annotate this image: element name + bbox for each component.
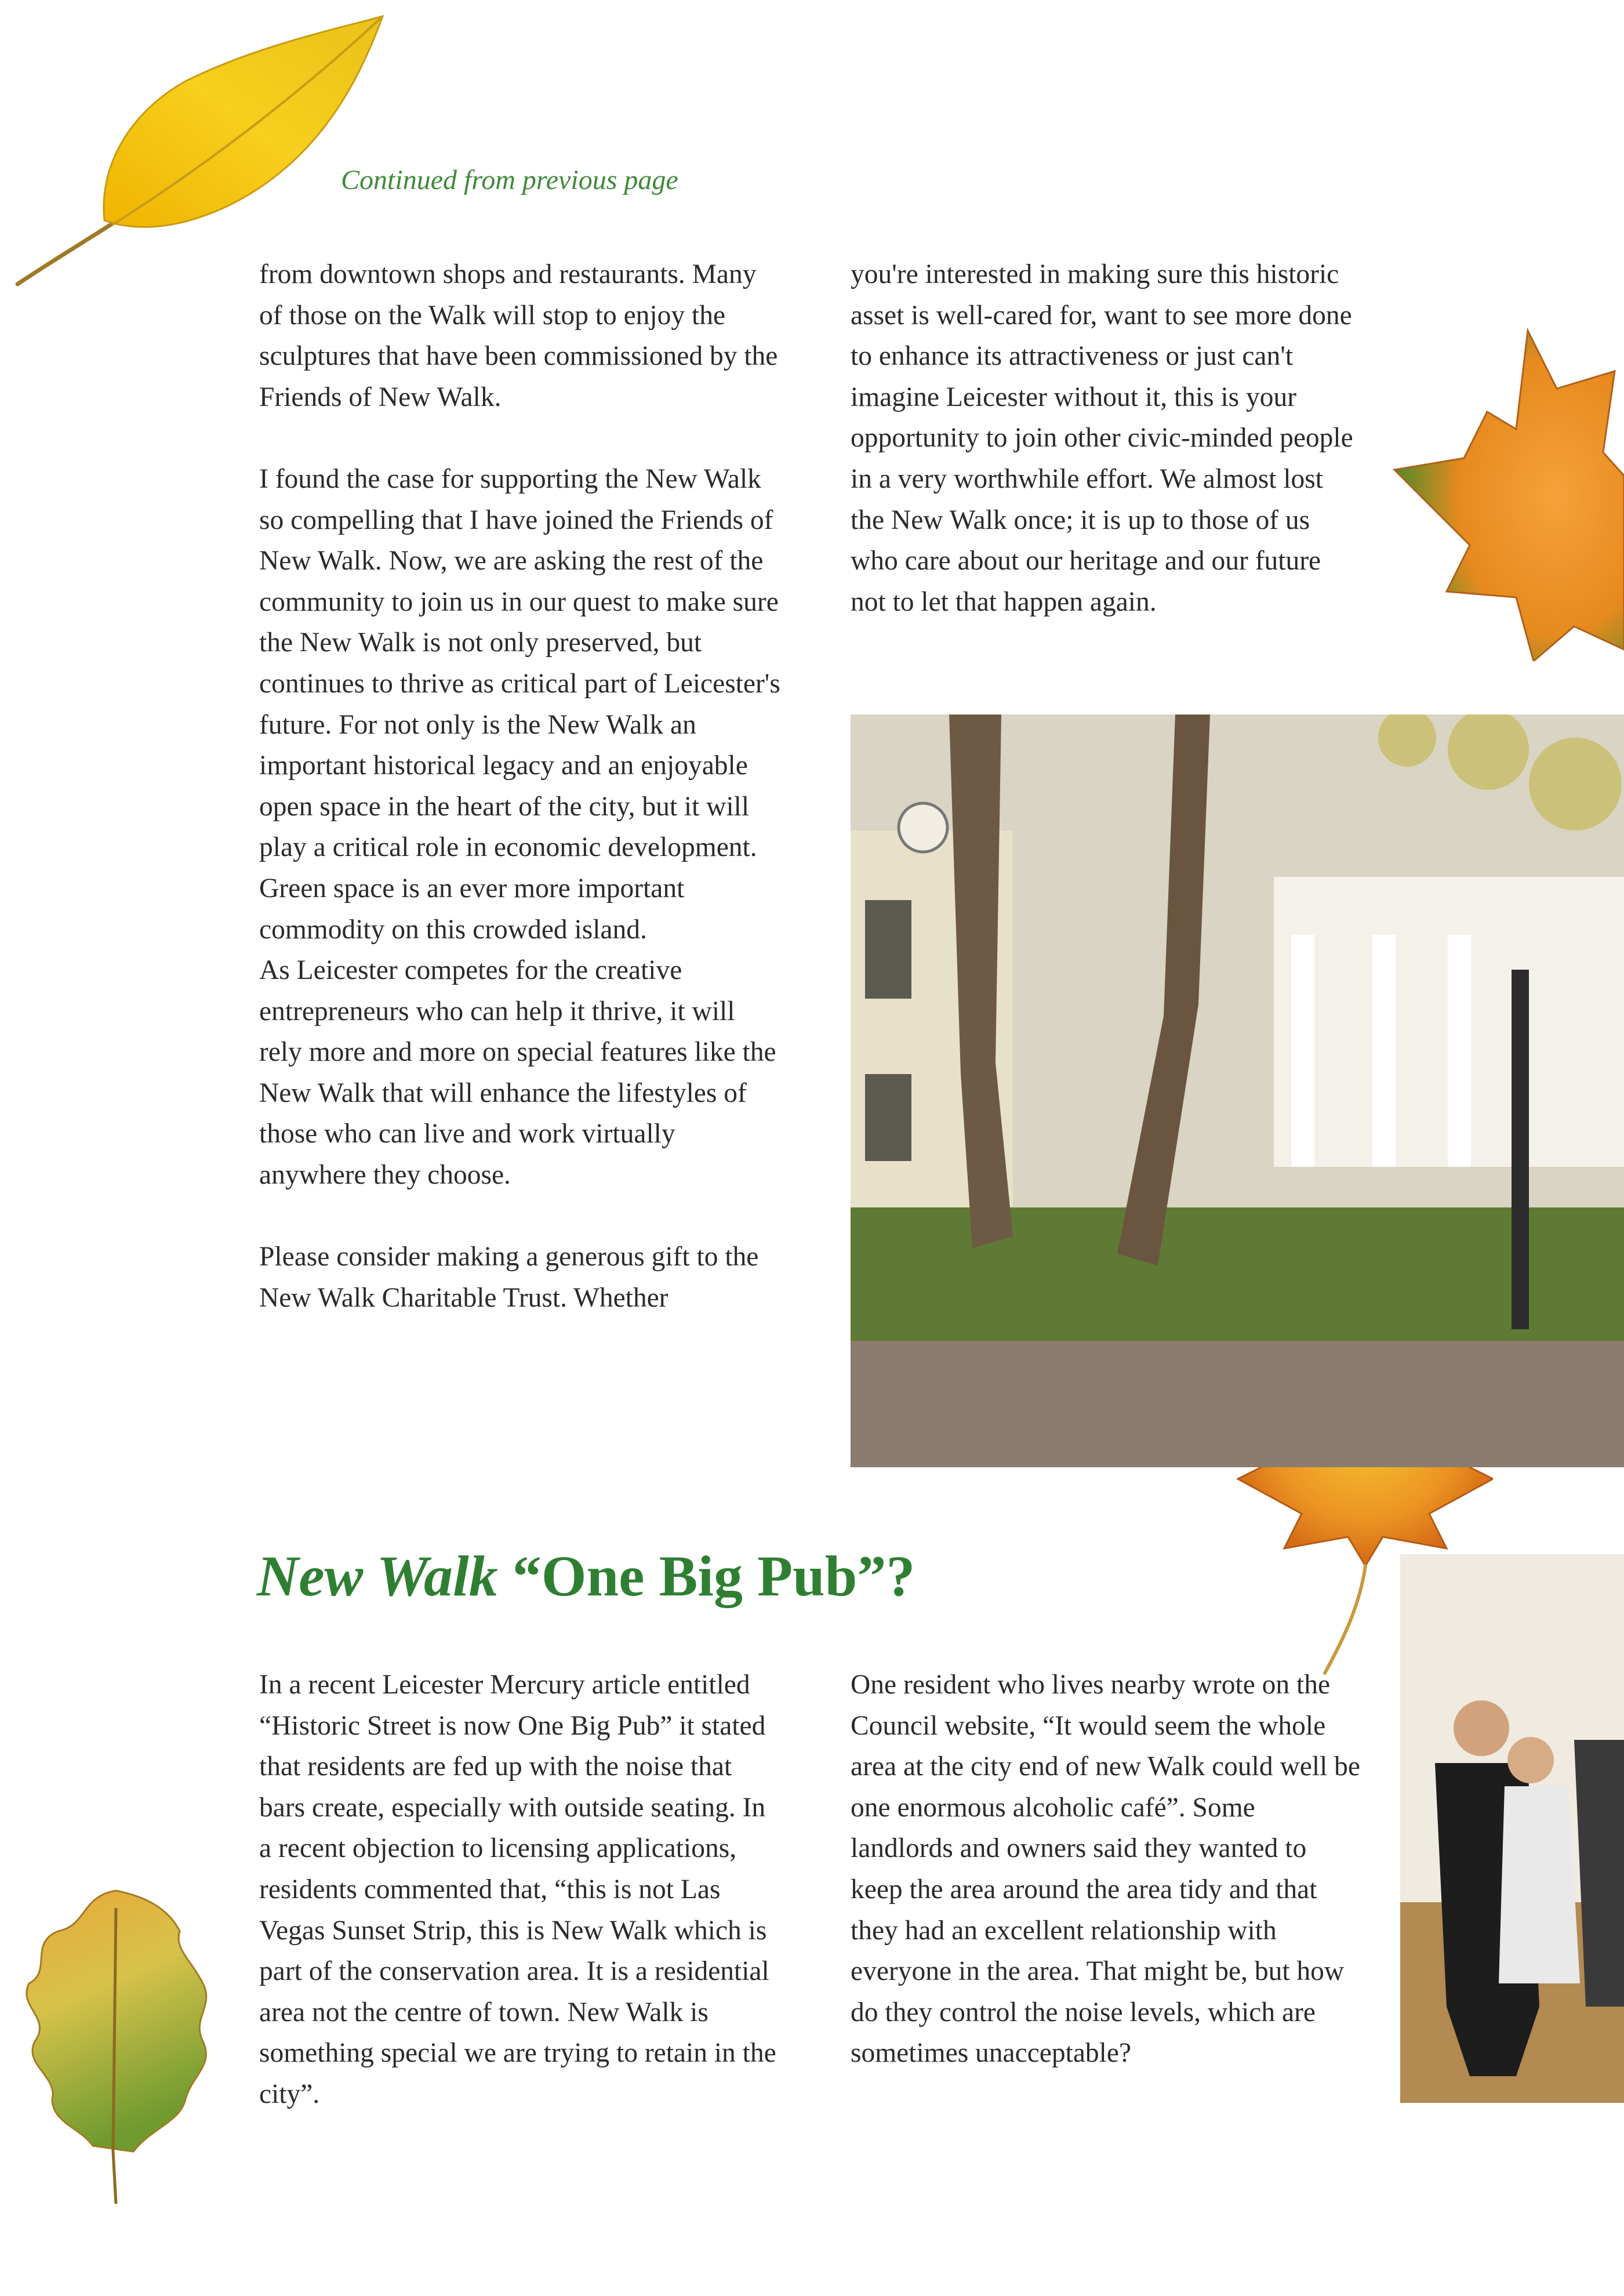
article-column-2	[851, 254, 1361, 622]
article2-column-1	[259, 1664, 781, 2115]
paragraph: from downtown shops and restaurants. Many of those on the Walk will stop to enjoy the sculptures that have been commissioned by the Friends of New Walk.	[259, 259, 778, 412]
article-headline	[257, 1543, 915, 1609]
article2-column-2	[851, 1664, 1361, 2074]
headline-italic-part: New Walk	[257, 1544, 498, 1608]
paragraph: One resident who lives nearby wrote on the Council website, “It would seem the whole area at the city end of new Walk could well be one enormous alcoholic café”. Some landlords and owners said they wanted to keep the area around the area tidy and that they had an excellent relationship with everyone in the area. That might be, but how do they control the noise levels, which are sometimes unacceptable?	[851, 1670, 1360, 2069]
paragraph: Please consider making a generous gift to the New Walk Charitable Trust. Whether	[259, 1242, 759, 1313]
photo-illustration	[851, 714, 1624, 1467]
continued-note: Continued from previous page	[341, 165, 678, 195]
yellow-leaf-icon	[12, 12, 388, 296]
paragraph: you're interested in making sure this historic asset is well-cared for, want to see more done to enhance its attractiveness or just can't imagine Leicester without it, this is your opportunity to join other civic-minded people in a very worthwhile effort. We almost lost the New Walk once; it is up to those of us who care about our heritage and our future not to let that happen again.	[851, 259, 1353, 617]
gallery-people-photo	[1400, 1554, 1624, 2103]
article-column-1	[259, 254, 781, 1318]
paragraph: As Leicester competes for the creative entrepreneurs who can help it thrive, it will rely more and more on special features like the New Walk that will enhance the lifestyles of those who can live and work virtually anywhere they choose.	[259, 955, 776, 1191]
oak-leaf-icon	[17, 1885, 215, 2210]
headline-rest: “One Big Pub”?	[497, 1544, 915, 1608]
paragraph: I found the case for supporting the New Walk so compelling that I have joined the Friends of New Walk. Now, we are asking the rest of the community to join us in our quest to make sure the New Walk is not only preserved, but continues to thrive as critical part of Leicester's future. For not only is the New Walk an important historical legacy and an enjoyable open space in the heart of the city, but it will play a critical role in economic development. Green space is an ever more important commodity on this crowded island.	[259, 463, 780, 945]
autumn-leaf-icon	[1383, 325, 1624, 661]
photo-illustration	[1400, 1554, 1624, 2103]
new-walk-street-photo	[851, 714, 1624, 1467]
paragraph: In a recent Leicester Mercury article entitled “Historic Street is now One Big Pub” it stated that residents are fed up with the noise that bars create, especially with outside seating. In a recent objection to licensing applications, residents commented that, “this is not Las Vegas Sunset Strip, this is New Walk which is part of the conservation area. It is a residential area not the centre of town. New Walk is something special we are trying to retain in the city”.	[259, 1670, 776, 2109]
